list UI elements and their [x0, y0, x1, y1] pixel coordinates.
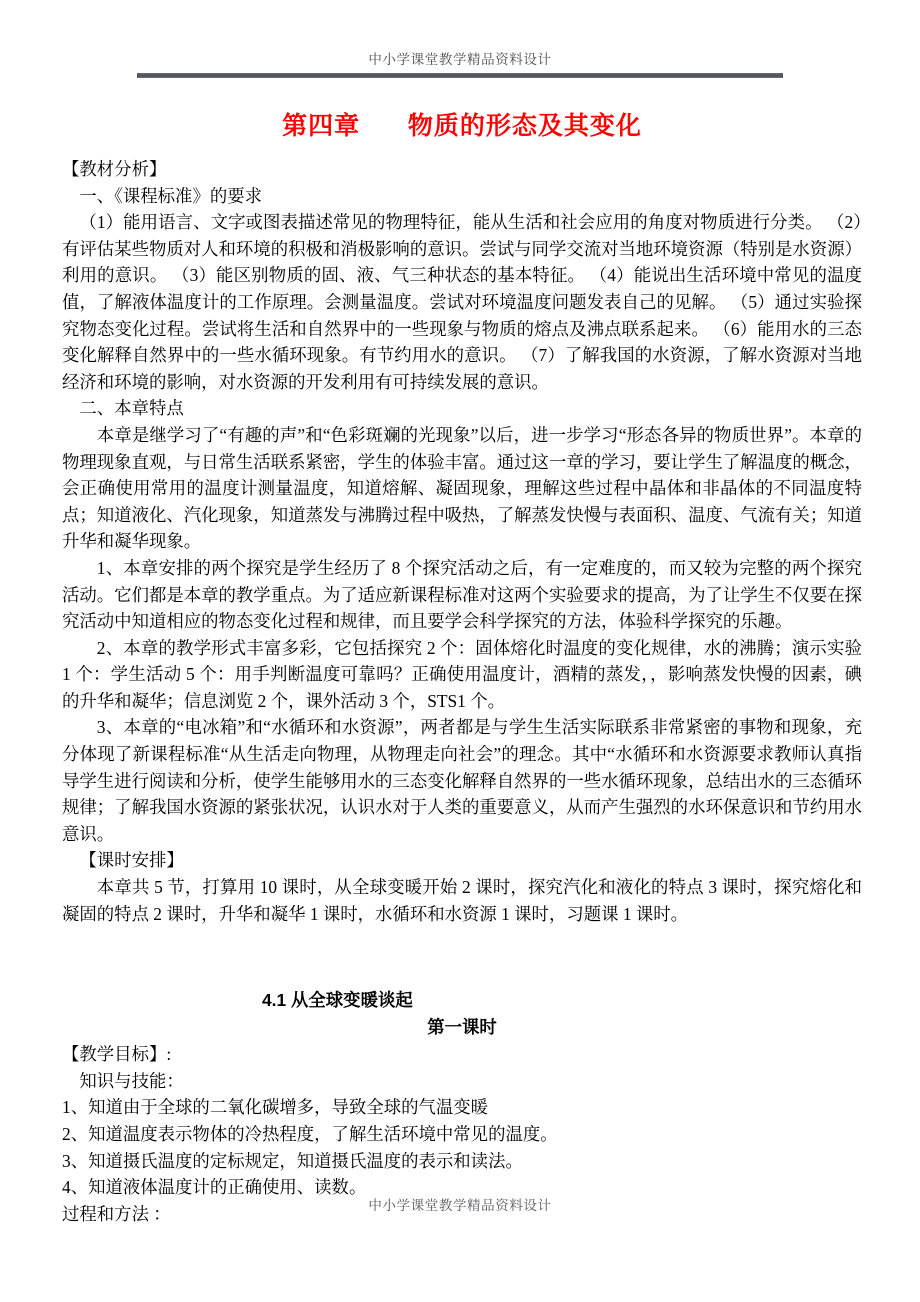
document-body — [62, 106, 862, 1227]
heading-chapter-features: 二、本章特点 — [79, 398, 184, 419]
header-text: 中小学课堂教学精品资料设计 — [368, 52, 552, 67]
section-spacer — [62, 927, 862, 987]
paragraph-features-1: 本章是继学习了“有趣的声”和“色彩斑斓的光现象”以后，进一步学习“形态各异的物质世界”。本章的物理现象直观，与日常生活联系紧密，学生的体验丰富。通过这一章的学习，要让学生了解温度的概念，会正确使用常用的温度计测量温度，知道熔解、凝固现象，理解这些过程中晶体和非晶体的不同温度特点；知道液化、汽化现象，知道蒸发与沸腾过程中吸热，了解蒸发快慢与表面积、温度、气流有关；知道升华和凝华现象。 — [62, 424, 862, 552]
objective-item-4: 4、知道液体温度计的正确使用、读数。 — [62, 1177, 367, 1198]
heading-teaching-objectives: 【教学目标】: — [62, 1044, 172, 1065]
heading-curriculum-standard: 一、《课程标准》的要求 — [79, 185, 262, 206]
footer-text: 中小学课堂教学精品资料设计 — [368, 1198, 552, 1213]
lesson-title: 4.1 从全球变暖谈起 — [262, 990, 413, 1011]
page-footer — [0, 1198, 920, 1214]
heading-textbook-analysis: 【教材分析】 — [62, 159, 167, 179]
heading-process-method: 过程和方法 ： — [62, 1203, 171, 1224]
paragraph-features-2: 1、本章安排的两个探究是学生经历了 8 个探究活动之后，有一定难度的，而又较为完整的两个探究活动。它们都是本章的教学重点。为了适应新课程标准对这两个实验要求的提高，为了让学生不仅要在探究活动中知道相应的物态变化过程和规律，而且要学会科学探究的方法，体验科学探究的乐趣。 — [62, 557, 862, 632]
heading-knowledge-skills: 知识与技能： — [79, 1070, 184, 1091]
lesson-period: 第一课时 — [427, 1017, 497, 1038]
paragraph-curriculum-standard-body: （1）能用语言、文字或图表描述常见的物理特征，能从生活和社会应用的角度对物质进行分类。 （2）有评估某些物质对人和环境的积极和消极影响的意识。尝试与同学交流对当地环境资源（特别是水资源）利用的意识。 （3）能区别物质的固、液、气三种状态的基本特征。 （4）能说出生活环境中常见的温度值，了解液体温度计的工作原理。会测量温度。尝试对环境温度问题发表自己的见解。 （5）通过实验探究物态变化过程。尝试将生活和自然界中的一些现象与物质的熔点及沸点联系起来。 （6）能用水的三态变化解释自然界中的一些水循环现象。有节约用水的意识。 （7）了解我国的水资源，了解水资源对当地经济和环境的影响，对水资源的开发利用有可持续发展的意识。 — [62, 212, 862, 392]
paragraph-features-4: 3、本章的“电冰箱”和“水循环和水资源”，两者都是与学生生活实际联系非常紧密的事物和现象，充分体现了新课程标准“从生活走向物理，从物理走向社会”的理念。其中“水循环和水资源要求教师认真指导学生进行阅读和分析，使学生能够用水的三态变化解释自然界的一些水循环现象，总结出水的三态循环规律；了解我国水资源的紧张状况，认识水对于人类的重要意义，从而产生强烈的水环保意识和节约用水意识。 — [62, 717, 862, 844]
page-header — [0, 52, 920, 78]
header-rule — [137, 73, 783, 78]
objective-item-1: 1、知道由于全球的二氧化碳增多，导致全球的气温变暖 — [62, 1097, 489, 1118]
objective-item-2: 2、知道温度表示物体的冷热程度，了解生活环境中常见的温度。 — [62, 1124, 558, 1144]
objective-item-3: 3、知道摄氏温度的定标规定，知道摄氏温度的表示和读法。 — [62, 1150, 523, 1171]
page-title: 第四章 物质的形态及其变化 — [282, 112, 642, 140]
paragraph-class-schedule-body: 本章共 5 节，打算用 10 课时，从全球变暖开始 2 课时，探究汽化和液化的特点 3 课时，探究熔化和凝固的特点 2 课时，升华和凝华 1 课时，水循环和水资源 1 课时，习题课 1 课时。 — [62, 877, 862, 924]
paragraph-features-3: 2、本章的教学形式丰富多彩，它包括探究 2 个：固体熔化时温度的变化规律，水的沸腾；演示实验 1 个：学生活动 5 个：用手判断温度可靠吗？正确使用温度计，酒精的蒸发，，影响蒸发快慢的因素，碘的升华和凝华；信息浏览 2 个，课外活动 3 个，STS1 个。 — [62, 637, 862, 711]
heading-class-schedule: 【课时安排】 — [79, 850, 184, 871]
